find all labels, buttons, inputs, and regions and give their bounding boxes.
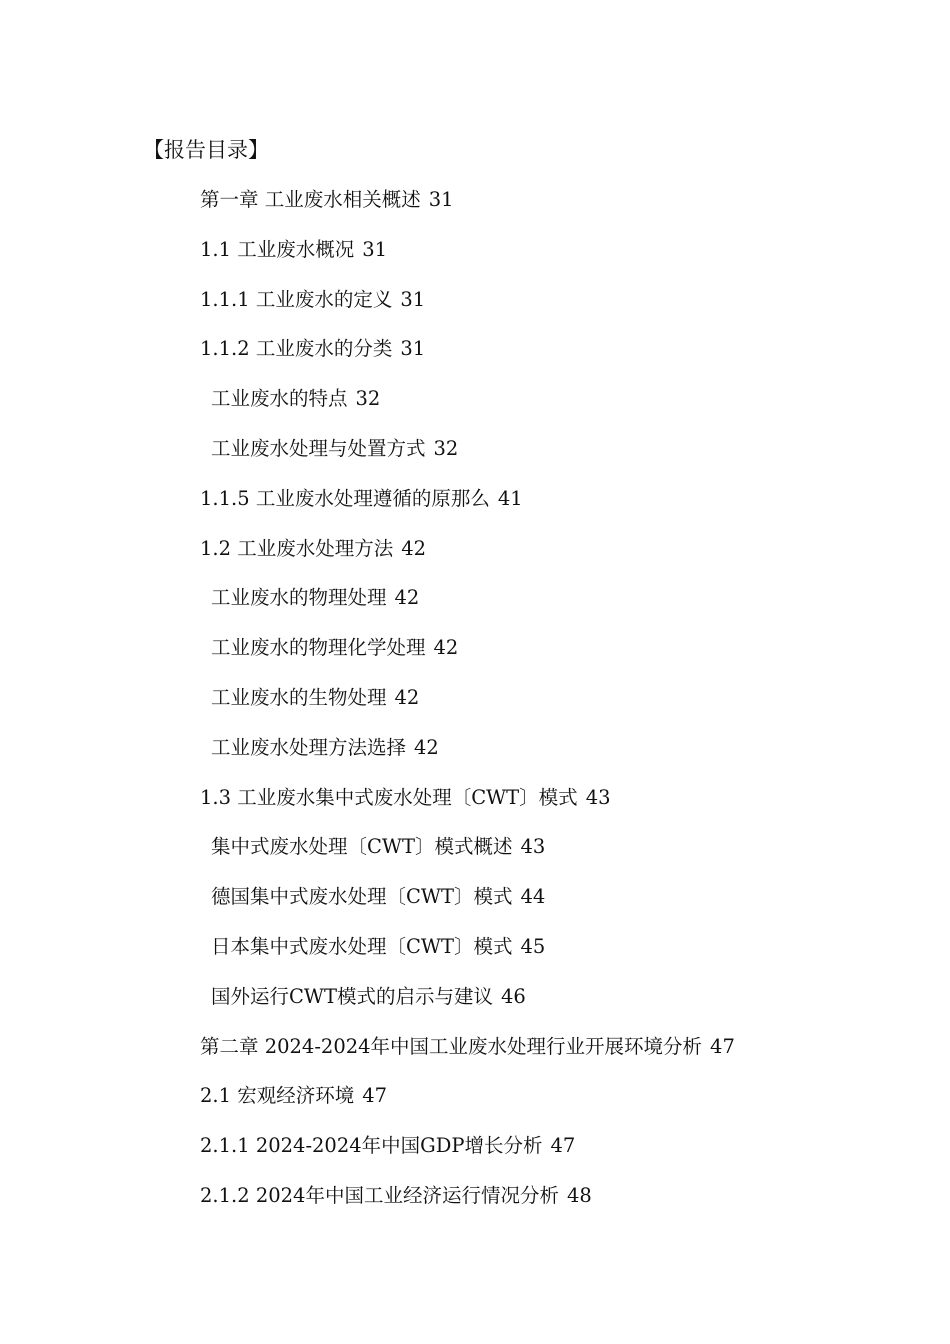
toc-entry-title: 1.1 工业废水概况 [200,237,355,261]
toc-entry-1-2-2 [0,634,950,684]
toc-entry-title: 1.1.5 工业废水处理遵循的原那么 [200,486,490,510]
toc-entry-1-3-3 [0,933,950,983]
toc-entry-page: 31 [428,188,454,211]
toc-entry-chapter-1 [0,186,950,236]
toc-entry-title: 工业废水的物理化学处理 [211,636,426,660]
toc-entry-1-2-1 [0,584,950,634]
toc-entry-page: 47 [710,1034,735,1058]
toc-entry-title: 第一章 工业废水相关概述 [200,188,421,211]
report-toc-heading: 【报告目录】 [143,138,269,162]
toc-entry-chapter-2 [0,1033,950,1083]
toc-entry-title: 2.1 宏观经济环境 [200,1084,355,1108]
toc-entry-1-3-1 [0,833,950,883]
toc-entry-title: 2.1.2 2024年中国工业经济运行情况分析 [200,1183,559,1207]
toc-entry-1-2-4 [0,734,950,784]
toc-entry-page: 32 [433,436,459,460]
toc-entry-page: 42 [433,636,459,660]
toc-entry-1-1 [0,236,950,286]
toc-entry-page: 41 [497,486,523,510]
toc-entry-1-2-3 [0,684,950,734]
toc-entry-page: 31 [362,237,388,261]
toc-entry-page: 42 [401,536,427,560]
toc-entry-page: 43 [520,835,546,859]
toc-entry-1-1-1 [0,286,950,336]
toc-entry-page: 47 [362,1084,388,1108]
toc-entry-page: 45 [520,934,546,958]
toc-entry-title: 1.2 工业废水处理方法 [200,536,394,560]
toc-entry-title: 工业废水的生物处理 [211,685,387,709]
toc-entry-title: 2.1.1 2024-2024年中国GDP增长分析 [200,1134,543,1158]
toc-entry-1-2 [0,535,950,585]
toc-entry-title: 第二章 2024-2024年中国工业废水处理行业开展环境分析 [200,1034,703,1058]
toc-entry-title: 日本集中式废水处理〔CWT〕模式 [211,934,513,958]
toc-entry-title: 1.1.2 工业废水的分类 [200,337,393,361]
toc-entry-1-1-4 [0,435,950,485]
toc-entry-1-1-3 [0,385,950,435]
toc-entry-title: 德国集中式废水处理〔CWT〕模式 [211,885,513,909]
toc-entry-page: 48 [566,1183,592,1207]
toc-entry-2-1-1 [0,1132,950,1182]
toc-entry-title: 国外运行CWT模式的启示与建议 [211,984,493,1008]
toc-entry-2-1-2 [0,1182,950,1232]
toc-entry-1-3 [0,784,950,834]
toc-entry-page: 42 [394,586,420,610]
toc-entry-title: 工业废水的特点 [211,387,348,411]
toc-entry-page: 42 [414,735,439,759]
toc-entry-1-1-2 [0,335,950,385]
toc-entry-1-1-5 [0,485,950,535]
toc-entry-2-1 [0,1082,950,1132]
table-of-contents [0,186,950,1232]
toc-entry-title: 集中式废水处理〔CWT〕模式概述 [211,835,513,859]
toc-entry-title: 工业废水的物理处理 [211,586,387,610]
toc-entry-page: 46 [500,984,526,1008]
toc-entry-page: 47 [550,1134,576,1158]
toc-entry-1-3-2 [0,883,950,933]
toc-entry-page: 42 [394,685,420,709]
toc-entry-title: 工业废水处理与处置方式 [211,436,426,460]
toc-entry-page: 32 [355,387,381,411]
toc-entry-title: 1.1.1 工业废水的定义 [200,287,393,311]
toc-entry-page: 31 [400,287,426,311]
toc-entry-title: 工业废水处理方法选择 [211,735,407,759]
toc-entry-title: 1.3 工业废水集中式废水处理〔CWT〕模式 [200,785,578,809]
toc-entry-page: 44 [520,885,546,909]
toc-entry-page: 43 [585,785,611,809]
toc-entry-1-3-4 [0,983,950,1033]
toc-entry-page: 31 [400,337,426,361]
